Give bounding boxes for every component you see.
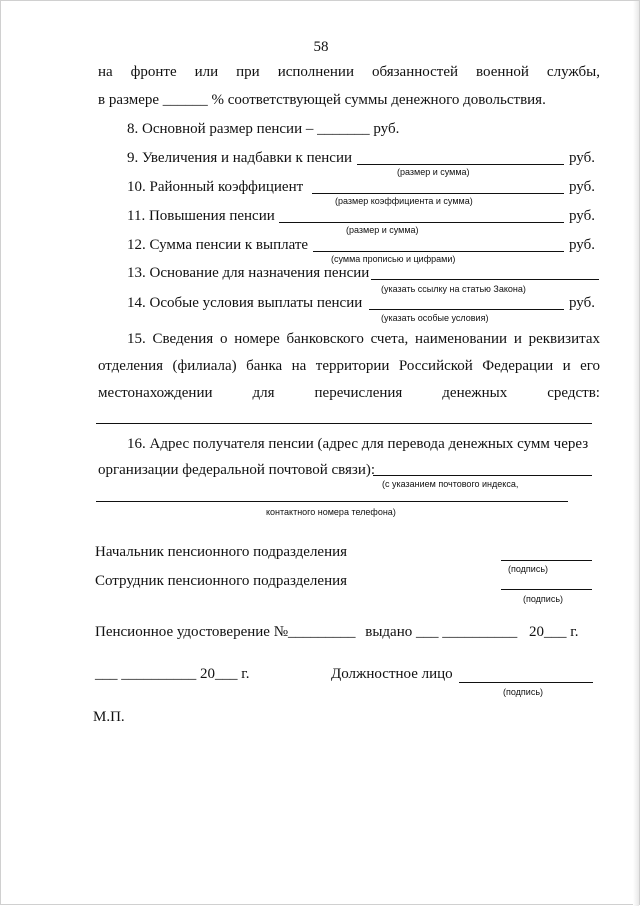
- employee-label: Сотрудник пенсионного подразделения: [95, 573, 348, 589]
- item-9-label: 9. Увеличения и надбавки к пенсии: [127, 150, 352, 166]
- item-15-word: банковского: [286, 331, 364, 347]
- item-15-word: на: [291, 358, 307, 374]
- item-14-label: 14. Особые условия выплаты пенсии: [127, 295, 363, 311]
- item-12-caption: (сумма прописью и цифрами): [331, 254, 456, 264]
- item-16-caption-1: (с указанием почтового индекса,: [382, 479, 519, 489]
- intro-word: военной: [476, 64, 529, 80]
- certificate-year-prefix: 20: [529, 624, 544, 640]
- item-16-line-1: 16. Адрес получателя пенсии (адрес для перевода денежных сумм через: [127, 436, 589, 452]
- head-signature-line: [501, 560, 592, 561]
- certificate-month-blank: __________: [442, 624, 518, 640]
- item-8-label: 8. Основной размер пенсии –: [127, 121, 314, 137]
- item-15-word: наименовании: [415, 331, 508, 347]
- item-9-line: [357, 164, 564, 165]
- item-16-address-line: [373, 475, 592, 476]
- official-label: Должностное лицо: [331, 666, 453, 682]
- intro-word: исполнении: [277, 64, 354, 80]
- intro-line-2-prefix: в размере: [98, 92, 160, 108]
- item-15-word: реквизитах: [528, 331, 600, 347]
- date-row: [95, 665, 249, 683]
- item-15-word: и: [513, 331, 522, 347]
- percent-blank: ______: [162, 92, 208, 108]
- head-signature-caption: (подпись): [508, 564, 549, 574]
- official-signature-line: [459, 682, 593, 683]
- pension-certificate-row: [95, 623, 578, 641]
- page-edge-shadow: [633, 1, 639, 906]
- item-15-line-2: [98, 357, 600, 375]
- certificate-day-blank: ___: [416, 624, 439, 640]
- item-15-word: перечисления: [314, 385, 403, 401]
- item-15-word: банка: [246, 358, 283, 374]
- intro-line-2-suffix: % соответствующей суммы денежного довольствия.: [211, 92, 546, 108]
- item-15-line-3: [98, 384, 600, 402]
- employee-signature-caption: (подпись): [523, 594, 564, 604]
- item-8: [127, 120, 399, 138]
- item-14-caption: (указать особые условия): [381, 313, 489, 323]
- item-8-unit: руб.: [373, 121, 400, 137]
- certificate-number-blank: _________: [288, 624, 356, 640]
- item-15-word: денежных: [442, 385, 508, 401]
- item-15-word: средств:: [547, 385, 600, 401]
- item-12-line: [313, 251, 564, 252]
- date-year-prefix: 20: [200, 666, 215, 682]
- item-14-unit: руб.: [569, 295, 595, 311]
- item-15-word: для: [252, 385, 275, 401]
- item-12-unit: руб.: [569, 237, 595, 253]
- item-14-line: [369, 309, 564, 310]
- item-13-line: [371, 279, 599, 280]
- item-16-caption-2: контактного номера телефона): [266, 507, 396, 517]
- item-10-label: 10. Районный коэффициент: [127, 179, 304, 195]
- item-11-label: 11. Повышения пенсии: [127, 208, 275, 224]
- item-15-word: Российской: [398, 358, 473, 374]
- item-15-word: о: [219, 331, 228, 347]
- intro-word: или: [194, 64, 219, 80]
- item-15-word: 15.: [127, 331, 146, 347]
- item-10-caption: (размер коэффициента и сумма): [335, 196, 473, 206]
- item-15-word: его: [580, 358, 600, 374]
- item-8-blank: _______: [317, 121, 370, 137]
- item-15-word: Федерации: [482, 358, 554, 374]
- certificate-label: Пенсионное удостоверение №: [95, 624, 289, 640]
- intro-word: фронте: [130, 64, 177, 80]
- head-of-department-label: Начальник пенсионного подразделения: [95, 544, 348, 560]
- item-12-label: 12. Сумма пенсии к выплате: [127, 237, 309, 253]
- item-11-caption: (размер и сумма): [346, 225, 419, 235]
- intro-word: при: [236, 64, 260, 80]
- date-month-blank: __________: [121, 666, 197, 682]
- employee-signature-line: [501, 589, 592, 590]
- certificate-issued-label: выдано: [365, 624, 413, 640]
- item-9-unit: руб.: [569, 150, 595, 166]
- item-15-word: Сведения: [152, 331, 214, 347]
- intro-word: на: [98, 64, 113, 80]
- item-9-caption: (размер и сумма): [397, 167, 470, 177]
- intro-word: службы,: [546, 64, 600, 80]
- certificate-year-suffix: г.: [570, 624, 579, 640]
- item-13-caption: (указать ссылку на статью Закона): [381, 284, 526, 294]
- item-15-word: номере: [234, 331, 280, 347]
- item-15-word: отделения: [98, 358, 164, 374]
- stamp-place-label: М.П.: [93, 709, 125, 725]
- official-signature-caption: (подпись): [503, 687, 544, 697]
- date-year-blank: ___: [215, 666, 238, 682]
- item-15-word: (филиала): [172, 358, 237, 374]
- item-15-line: [96, 423, 592, 424]
- intro-word: обязанностей: [371, 64, 459, 80]
- item-16-phone-line: [96, 501, 568, 502]
- certificate-year-blank: ___: [544, 624, 567, 640]
- page-number: 58: [313, 39, 329, 55]
- date-year-suffix: г.: [241, 666, 250, 682]
- item-16-line-2: организации федеральной почтовой связи):: [98, 462, 376, 478]
- item-15-line-1: [127, 330, 600, 348]
- item-15-word: местонахождении: [98, 385, 213, 401]
- intro-line-1: [98, 63, 600, 81]
- date-day-blank: ___: [95, 666, 118, 682]
- item-15-word: счета,: [370, 331, 409, 347]
- item-10-unit: руб.: [569, 179, 595, 195]
- item-10-line: [312, 193, 564, 194]
- item-11-line: [279, 222, 564, 223]
- item-11-unit: руб.: [569, 208, 595, 224]
- item-13-label: 13. Основание для назначения пенсии: [127, 265, 370, 281]
- item-15-word: и: [562, 358, 571, 374]
- item-15-word: территории: [315, 358, 390, 374]
- intro-line-2: [98, 91, 546, 109]
